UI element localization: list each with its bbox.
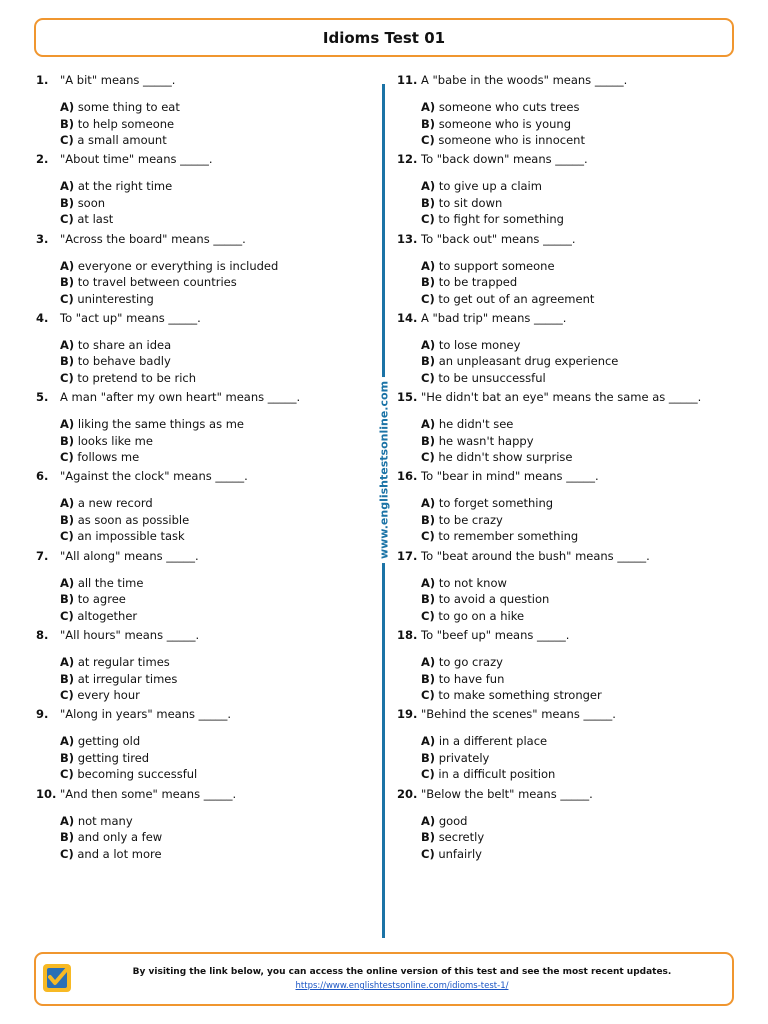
- question-item: [397, 310, 727, 389]
- answer-option: [60, 733, 197, 750]
- option-letter: B): [421, 671, 436, 686]
- answer-option: [60, 829, 162, 846]
- answer-option: [421, 258, 594, 275]
- option-text: uninteresting: [77, 291, 154, 306]
- question-text: A man "after my own heart" means _____.: [60, 390, 301, 405]
- question-item: [36, 389, 366, 468]
- option-text: he didn't see: [438, 417, 514, 432]
- option-text: an impossible task: [77, 529, 185, 544]
- question-text: "He didn't bat an eye" means the same as _____.: [421, 390, 702, 405]
- option-text: good: [438, 813, 468, 828]
- option-text: at the right time: [77, 179, 173, 194]
- answer-options: [60, 99, 180, 149]
- question-item: [36, 786, 366, 865]
- option-letter: A): [421, 179, 436, 194]
- answer-option: [60, 195, 172, 212]
- answer-option: [421, 829, 484, 846]
- option-text: and only a few: [77, 830, 163, 845]
- answer-option: [60, 433, 244, 450]
- answer-options: [60, 416, 244, 466]
- question-item: [397, 468, 727, 547]
- question-line: [36, 389, 366, 406]
- answer-option: [421, 274, 594, 291]
- question-item: [36, 548, 366, 627]
- questions-left-column: [36, 72, 366, 865]
- question-text: To "act up" means _____.: [60, 310, 201, 325]
- answer-option: [60, 211, 172, 228]
- question-line: [397, 786, 727, 803]
- answer-option: [421, 687, 602, 704]
- option-letter: A): [60, 655, 75, 670]
- option-text: a small amount: [77, 133, 167, 147]
- option-text: someone who is young: [438, 116, 571, 131]
- question-text: To "beef up" means _____.: [421, 628, 570, 643]
- answer-option: [60, 575, 143, 592]
- option-letter: C): [60, 608, 74, 623]
- title-box: [34, 18, 734, 57]
- answer-option: [60, 178, 172, 195]
- answer-option: [421, 766, 555, 783]
- option-text: to agree: [77, 592, 126, 607]
- option-text: to forget something: [438, 496, 554, 511]
- answer-options: [421, 258, 594, 308]
- option-text: unfairly: [438, 846, 482, 861]
- question-number: 14.: [397, 310, 418, 325]
- option-text: to go crazy: [438, 655, 503, 670]
- question-number: 11.: [397, 73, 418, 87]
- answer-option: [60, 846, 162, 863]
- question-number: 9.: [36, 707, 49, 722]
- answer-option: [421, 353, 618, 370]
- answer-option: [421, 211, 564, 228]
- question-number: 18.: [397, 628, 418, 643]
- question-text: "Against the clock" means _____.: [60, 469, 248, 484]
- question-line: [397, 72, 727, 89]
- option-text: to remember something: [438, 529, 579, 544]
- question-text: "All hours" means _____.: [60, 628, 200, 643]
- option-text: to fight for something: [438, 212, 564, 227]
- question-line: [397, 468, 727, 485]
- page-title: Idioms Test 01: [322, 28, 446, 47]
- option-text: to not know: [438, 575, 507, 590]
- answer-option: [421, 512, 578, 529]
- footer-box: [34, 952, 734, 1006]
- question-line: [397, 310, 727, 327]
- option-text: in a different place: [438, 734, 548, 749]
- question-line: [36, 627, 366, 644]
- question-number: 10.: [36, 786, 57, 801]
- option-text: to help someone: [77, 116, 175, 131]
- question-number: 15.: [397, 390, 418, 405]
- question-item: [397, 706, 727, 785]
- answer-options: [60, 495, 189, 545]
- option-letter: C): [421, 529, 435, 544]
- answer-option: [421, 449, 572, 466]
- option-text: all the time: [77, 575, 144, 590]
- question-item: [36, 627, 366, 706]
- question-number: 20.: [397, 786, 418, 801]
- option-text: every hour: [77, 688, 140, 703]
- answer-option: [60, 495, 189, 512]
- question-text: To "back down" means _____.: [421, 152, 588, 167]
- option-letter: C): [60, 688, 74, 703]
- option-text: to behave badly: [77, 354, 171, 369]
- question-line: [36, 468, 366, 485]
- option-letter: A): [421, 734, 436, 749]
- option-letter: A): [60, 575, 75, 590]
- answer-options: [60, 337, 196, 387]
- answer-option: [421, 608, 549, 625]
- question-item: [36, 310, 366, 389]
- option-letter: A): [60, 734, 75, 749]
- answer-option: [60, 337, 196, 354]
- answer-options: [421, 575, 549, 625]
- question-line: [397, 706, 727, 723]
- answer-option: [60, 274, 278, 291]
- option-text: he didn't show surprise: [438, 450, 573, 465]
- question-number: 2.: [36, 152, 49, 167]
- option-text: secretly: [438, 830, 485, 845]
- question-item: [397, 231, 727, 310]
- option-text: liking the same things as me: [77, 417, 245, 432]
- answer-option: [421, 132, 585, 149]
- question-item: [36, 72, 366, 151]
- option-text: an unpleasant drug experience: [438, 354, 619, 369]
- option-letter: B): [60, 830, 75, 845]
- question-line: [397, 151, 727, 168]
- option-letter: C): [60, 767, 74, 782]
- answer-option: [60, 416, 244, 433]
- option-letter: A): [60, 258, 75, 273]
- answer-options: [421, 813, 484, 863]
- question-number: 7.: [36, 548, 49, 563]
- option-letter: C): [421, 450, 435, 465]
- answer-options: [421, 654, 602, 704]
- option-text: at irregular times: [77, 671, 178, 686]
- answer-options: [421, 495, 578, 545]
- question-number: 12.: [397, 152, 418, 167]
- question-number: 6.: [36, 469, 49, 484]
- question-text: "About time" means _____.: [60, 152, 213, 167]
- answer-option: [60, 512, 189, 529]
- question-line: [397, 548, 727, 565]
- option-text: at last: [77, 212, 114, 227]
- option-text: to be trapped: [438, 275, 518, 290]
- option-text: altogether: [77, 608, 138, 623]
- questions-right-column: [397, 72, 727, 865]
- option-letter: C): [421, 846, 435, 861]
- option-letter: C): [421, 133, 435, 147]
- option-letter: C): [60, 846, 74, 861]
- answer-option: [421, 416, 572, 433]
- option-text: to travel between countries: [77, 275, 237, 290]
- question-text: To "bear in mind" means _____.: [421, 469, 599, 484]
- option-letter: C): [60, 529, 74, 544]
- answer-options: [421, 337, 618, 387]
- answer-option: [421, 733, 555, 750]
- answer-option: [421, 495, 578, 512]
- option-letter: B): [60, 195, 75, 210]
- question-number: 19.: [397, 707, 418, 722]
- question-number: 3.: [36, 231, 49, 246]
- option-letter: A): [421, 496, 436, 511]
- answer-option: [421, 671, 602, 688]
- answer-option: [421, 528, 578, 545]
- footer-link[interactable]: https://www.englishtestsonline.com/idioms-test-1/: [295, 981, 509, 991]
- answer-option: [60, 132, 180, 149]
- option-letter: B): [60, 433, 75, 448]
- option-text: to get out of an agreement: [438, 291, 595, 306]
- option-text: as soon as possible: [77, 512, 190, 527]
- option-text: becoming successful: [77, 767, 198, 782]
- question-line: [36, 72, 366, 89]
- answer-option: [60, 99, 180, 116]
- answer-option: [421, 291, 594, 308]
- option-letter: B): [60, 512, 75, 527]
- question-text: "A bit" means _____.: [60, 73, 176, 87]
- answer-options: [60, 733, 197, 783]
- question-number: 13.: [397, 231, 418, 246]
- option-letter: B): [60, 354, 75, 369]
- option-letter: A): [421, 655, 436, 670]
- option-letter: A): [60, 496, 75, 511]
- question-number: 17.: [397, 548, 418, 563]
- option-letter: B): [60, 671, 75, 686]
- question-item: [397, 786, 727, 865]
- answer-options: [421, 99, 585, 149]
- question-number: 16.: [397, 469, 418, 484]
- option-letter: B): [421, 275, 436, 290]
- question-item: [397, 389, 727, 468]
- option-letter: C): [60, 133, 74, 147]
- option-letter: B): [60, 275, 75, 290]
- option-text: to pretend to be rich: [77, 370, 197, 385]
- answer-option: [60, 671, 177, 688]
- question-line: [36, 786, 366, 803]
- option-text: to avoid a question: [438, 592, 550, 607]
- option-letter: A): [421, 258, 436, 273]
- option-text: to go on a hike: [438, 608, 525, 623]
- answer-option: [421, 575, 549, 592]
- option-text: to lose money: [438, 337, 521, 352]
- question-line: [397, 627, 727, 644]
- answer-option: [60, 291, 278, 308]
- option-letter: B): [421, 195, 436, 210]
- answer-option: [421, 591, 549, 608]
- option-text: getting old: [77, 734, 141, 749]
- question-text: "All along" means _____.: [60, 548, 199, 563]
- answer-option: [421, 99, 585, 116]
- question-line: [36, 706, 366, 723]
- option-letter: A): [60, 417, 75, 432]
- question-text: "Behind the scenes" means _____.: [421, 707, 616, 722]
- option-letter: A): [60, 179, 75, 194]
- option-text: to sit down: [438, 195, 503, 210]
- option-text: to be unsuccessful: [438, 370, 546, 385]
- option-text: to give up a claim: [438, 179, 542, 194]
- question-text: A "babe in the woods" means _____.: [421, 73, 628, 87]
- answer-options: [421, 733, 555, 783]
- question-line: [397, 231, 727, 248]
- option-letter: B): [421, 830, 436, 845]
- answer-options: [60, 258, 278, 308]
- answer-option: [421, 195, 564, 212]
- option-letter: C): [60, 291, 74, 306]
- question-number: 8.: [36, 628, 49, 643]
- option-text: someone who cuts trees: [438, 100, 580, 114]
- question-item: [36, 706, 366, 785]
- option-text: getting tired: [77, 750, 150, 765]
- question-line: [36, 151, 366, 168]
- option-letter: C): [421, 212, 435, 227]
- option-letter: C): [421, 291, 435, 306]
- answer-option: [60, 116, 180, 133]
- question-number: 4.: [36, 310, 49, 325]
- option-letter: A): [421, 337, 436, 352]
- option-letter: C): [60, 212, 74, 227]
- option-text: at regular times: [77, 655, 170, 670]
- site-watermark: www.englishtestsonline.com: [376, 377, 393, 563]
- question-text: "Across the board" means _____.: [60, 231, 246, 246]
- answer-option: [421, 750, 555, 767]
- option-letter: A): [421, 417, 436, 432]
- question-line: [397, 389, 727, 406]
- option-letter: B): [421, 116, 436, 131]
- checkbox-check-icon: [41, 962, 73, 994]
- option-text: everyone or everything is included: [77, 258, 279, 273]
- answer-option: [421, 846, 484, 863]
- option-letter: A): [421, 813, 436, 828]
- option-text: he wasn't happy: [438, 433, 534, 448]
- answer-option: [421, 178, 564, 195]
- answer-option: [60, 528, 189, 545]
- option-text: to be crazy: [438, 512, 503, 527]
- answer-option: [60, 654, 177, 671]
- option-text: in a difficult position: [438, 767, 556, 782]
- question-item: [397, 151, 727, 230]
- option-text: to make something stronger: [438, 688, 602, 703]
- option-letter: A): [60, 813, 75, 828]
- option-letter: C): [60, 370, 74, 385]
- answer-option: [60, 687, 177, 704]
- option-text: a new record: [77, 496, 153, 511]
- option-text: and a lot more: [77, 846, 162, 861]
- answer-option: [60, 591, 143, 608]
- answer-option: [60, 608, 143, 625]
- option-letter: B): [421, 354, 436, 369]
- option-letter: B): [60, 116, 75, 131]
- question-text: "Below the belt" means _____.: [421, 786, 593, 801]
- option-letter: A): [421, 575, 436, 590]
- question-item: [397, 72, 727, 151]
- option-letter: B): [421, 433, 436, 448]
- answer-options: [60, 575, 143, 625]
- option-letter: B): [60, 592, 75, 607]
- option-letter: C): [421, 688, 435, 703]
- answer-option: [60, 449, 244, 466]
- question-text: To "back out" means _____.: [421, 231, 576, 246]
- answer-option: [60, 370, 196, 387]
- answer-options: [60, 813, 162, 863]
- question-text: A "bad trip" means _____.: [421, 310, 567, 325]
- option-letter: B): [421, 592, 436, 607]
- answer-option: [60, 813, 162, 830]
- option-text: soon: [77, 195, 106, 210]
- option-text: to share an idea: [77, 337, 172, 352]
- question-line: [36, 310, 366, 327]
- answer-option: [421, 116, 585, 133]
- answer-option: [60, 258, 278, 275]
- option-text: some thing to eat: [77, 100, 180, 114]
- answer-option: [421, 337, 618, 354]
- question-item: [397, 548, 727, 627]
- option-letter: A): [60, 337, 75, 352]
- answer-options: [60, 178, 172, 228]
- option-text: to have fun: [438, 671, 505, 686]
- question-item: [36, 151, 366, 230]
- option-letter: C): [60, 450, 74, 465]
- question-line: [36, 548, 366, 565]
- option-letter: B): [421, 750, 436, 765]
- answer-options: [421, 178, 564, 228]
- answer-option: [60, 750, 197, 767]
- option-text: to support someone: [438, 258, 555, 273]
- option-letter: C): [421, 370, 435, 385]
- question-number: 5.: [36, 390, 49, 405]
- footer-text: By visiting the link below, you can access the online version of this test and see the most recent updates.: [132, 967, 672, 977]
- answer-option: [421, 813, 484, 830]
- option-text: looks like me: [77, 433, 153, 448]
- answer-option: [60, 766, 197, 783]
- option-text: someone who is innocent: [438, 133, 585, 147]
- question-item: [36, 231, 366, 310]
- answer-option: [421, 654, 602, 671]
- question-text: "Along in years" means _____.: [60, 707, 232, 722]
- option-letter: A): [60, 100, 75, 114]
- option-letter: A): [421, 100, 436, 114]
- option-letter: B): [421, 512, 436, 527]
- question-item: [36, 468, 366, 547]
- option-letter: C): [421, 608, 435, 623]
- option-text: not many: [77, 813, 133, 828]
- option-letter: C): [421, 767, 435, 782]
- option-letter: B): [60, 750, 75, 765]
- question-item: [397, 627, 727, 706]
- option-text: follows me: [77, 450, 140, 465]
- question-number: 1.: [36, 73, 49, 87]
- question-text: "And then some" means _____.: [60, 786, 237, 801]
- question-line: [36, 231, 366, 248]
- answer-option: [421, 370, 618, 387]
- answer-option: [421, 433, 572, 450]
- option-text: privately: [438, 750, 490, 765]
- answer-option: [60, 353, 196, 370]
- question-text: To "beat around the bush" means _____.: [421, 548, 650, 563]
- answer-options: [60, 654, 177, 704]
- answer-options: [421, 416, 572, 466]
